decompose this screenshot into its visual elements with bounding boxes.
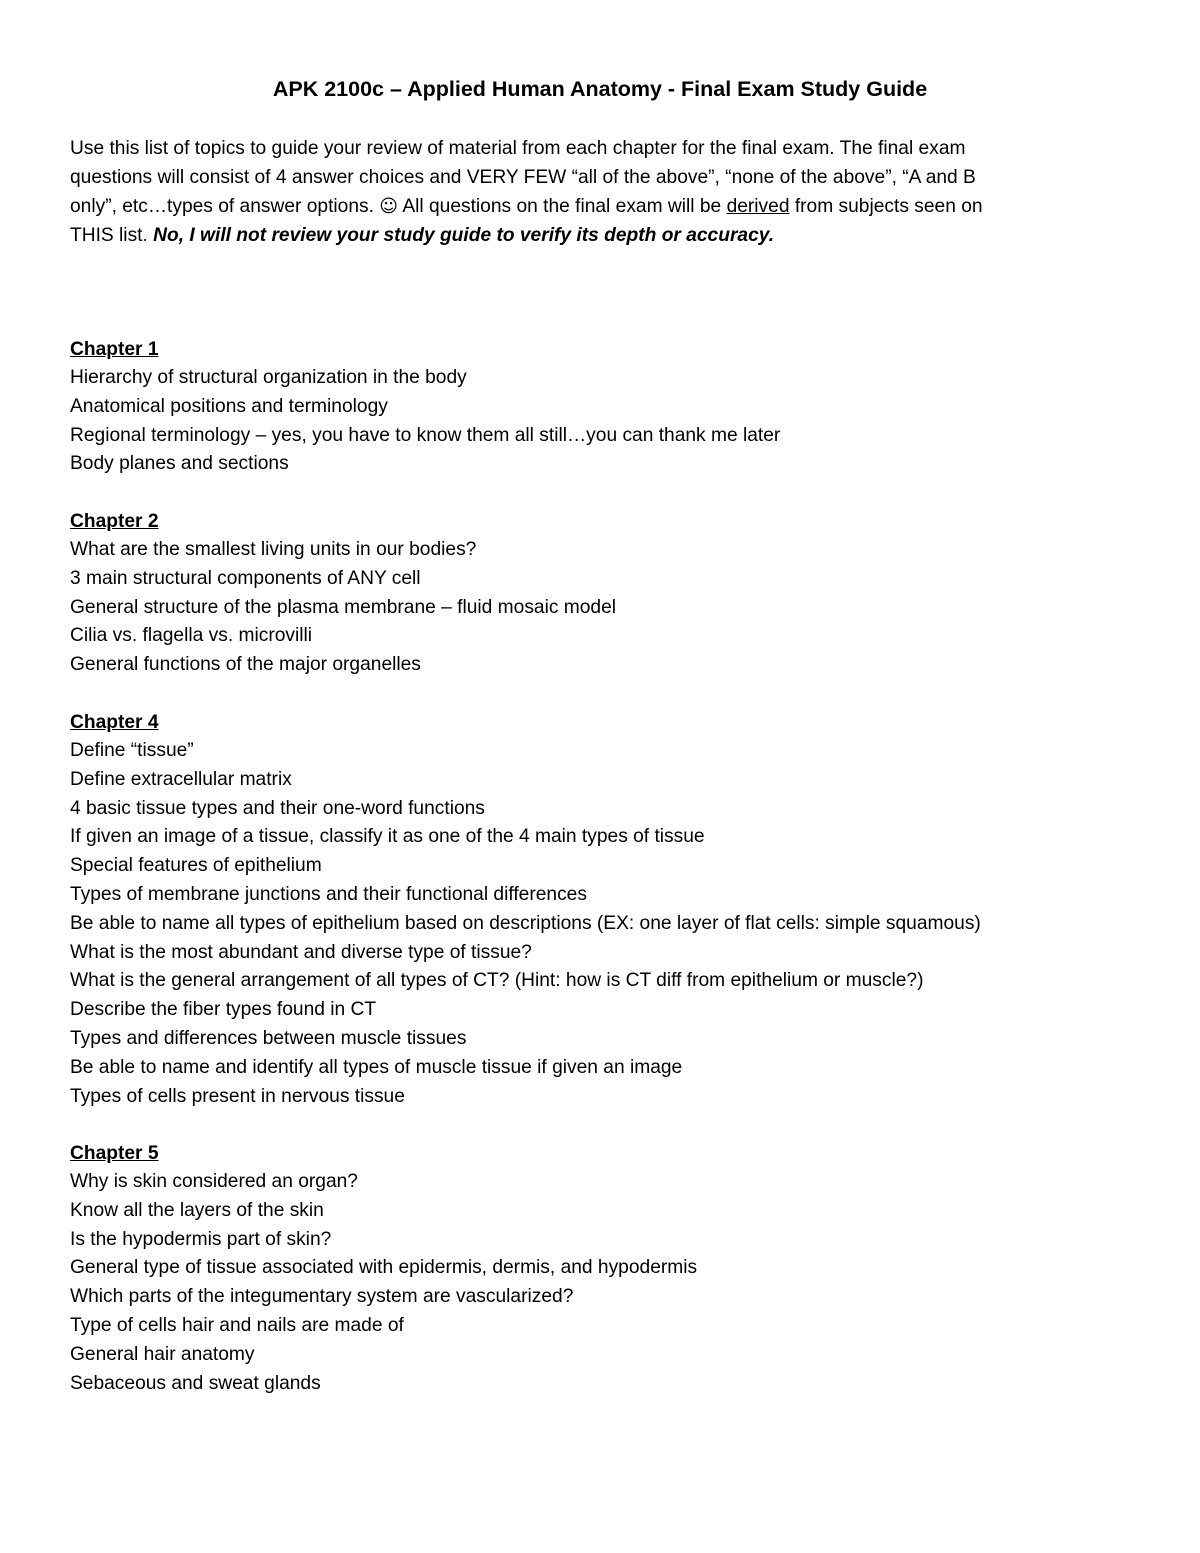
review-disclaimer: No, I will not review your study guide to verify its depth or accuracy (153, 225, 769, 246)
topic-item: Know all the layers of the skin (70, 1199, 324, 1221)
topic-list (70, 364, 1150, 479)
topic-item: Body planes and sections (70, 453, 289, 475)
smiley-icon: ☺ (379, 196, 399, 217)
document-title: APK 2100c – Applied Human Anatomy - Final Exam Study Guide (272, 77, 928, 101)
topic-item: What are the smallest living units in our bodies? (70, 539, 477, 560)
chapter-4-section (70, 708, 1150, 1111)
topic-item: 4 basic tissue types and their one-word functions (70, 797, 485, 819)
intro-line (70, 192, 1140, 221)
intro-line: Use this list of topics to guide your review of material from each chapter for the final exam. The final exam (70, 138, 966, 159)
topic-item: Types and differences between muscle tissues (70, 1027, 467, 1049)
topic-item: Special features of epithelium (70, 855, 322, 877)
topic-item: General hair anatomy (70, 1343, 255, 1365)
topic-item: Regional terminology – yes, you have to know them all still…you can thank me later (70, 424, 781, 446)
chapter-heading: Chapter 2 (70, 511, 159, 532)
topic-item: What is the most abundant and diverse type of tissue? (70, 941, 532, 963)
topic-item: Define extracellular matrix (70, 768, 292, 790)
intro-line: questions will consist of 4 answer choices and VERY FEW “all of the above”, “none of the above”, “A and B (70, 167, 976, 188)
intro-line (70, 221, 1140, 250)
topic-item: Is the hypodermis part of skin? (70, 1228, 332, 1250)
topic-item: General type of tissue associated with epidermis, dermis, and hypodermis (70, 1257, 698, 1279)
topic-list (70, 1168, 1150, 1398)
intro-paragraph (70, 134, 1140, 250)
underlined-word: derived (726, 196, 790, 217)
topic-item: Define “tissue” (70, 740, 194, 761)
intro-text: only”, etc…types of answer options. (70, 196, 380, 217)
topic-item: Type of cells hair and nails are made of (70, 1314, 404, 1336)
topic-item: General structure of the plasma membrane – fluid mosaic model (70, 596, 617, 618)
topic-item: Be able to name and identify all types of muscle tissue if given an image (70, 1056, 683, 1078)
topic-list (70, 536, 1150, 680)
topic-item: What is the general arrangement of all types of CT? (Hint: how is CT diff from epithelium or muscle?) (70, 970, 924, 992)
topic-item: General functions of the major organelles (70, 654, 421, 676)
topic-item: Why is skin considered an organ? (70, 1171, 358, 1192)
topic-item: Which parts of the integumentary system are vascularized? (70, 1286, 574, 1308)
intro-text: THIS list. (70, 225, 154, 246)
topic-item: Sebaceous and sweat glands (70, 1372, 321, 1394)
topic-item: Anatomical positions and terminology (70, 395, 388, 417)
topic-item: Describe the fiber types found in CT (70, 999, 377, 1021)
chapter-2-section (70, 507, 1150, 680)
chapter-5-section (70, 1139, 1150, 1398)
intro-text: . (768, 225, 775, 246)
topic-item: Be able to name all types of epithelium based on descriptions (EX: one layer of flat cells: simple squamous) (70, 912, 981, 934)
chapter-heading: Chapter 4 (70, 712, 159, 733)
topic-item: Types of membrane junctions and their functional differences (70, 883, 587, 905)
chapter-heading: Chapter 5 (70, 1143, 159, 1164)
topic-item: If given an image of a tissue, classify it as one of the 4 main types of tissue (70, 826, 705, 848)
topic-item: Cilia vs. flagella vs. microvilli (70, 625, 313, 647)
topic-item: 3 main structural components of ANY cell (70, 567, 421, 589)
chapter-1-section (70, 335, 1150, 479)
topic-list (70, 737, 1150, 1111)
topic-item: Types of cells present in nervous tissue (70, 1085, 405, 1107)
chapter-heading: Chapter 1 (70, 339, 159, 360)
intro-text: All questions on the final exam will be (398, 196, 727, 217)
topic-item: Hierarchy of structural organization in the body (70, 367, 467, 388)
intro-text: from subjects seen on (789, 196, 983, 217)
